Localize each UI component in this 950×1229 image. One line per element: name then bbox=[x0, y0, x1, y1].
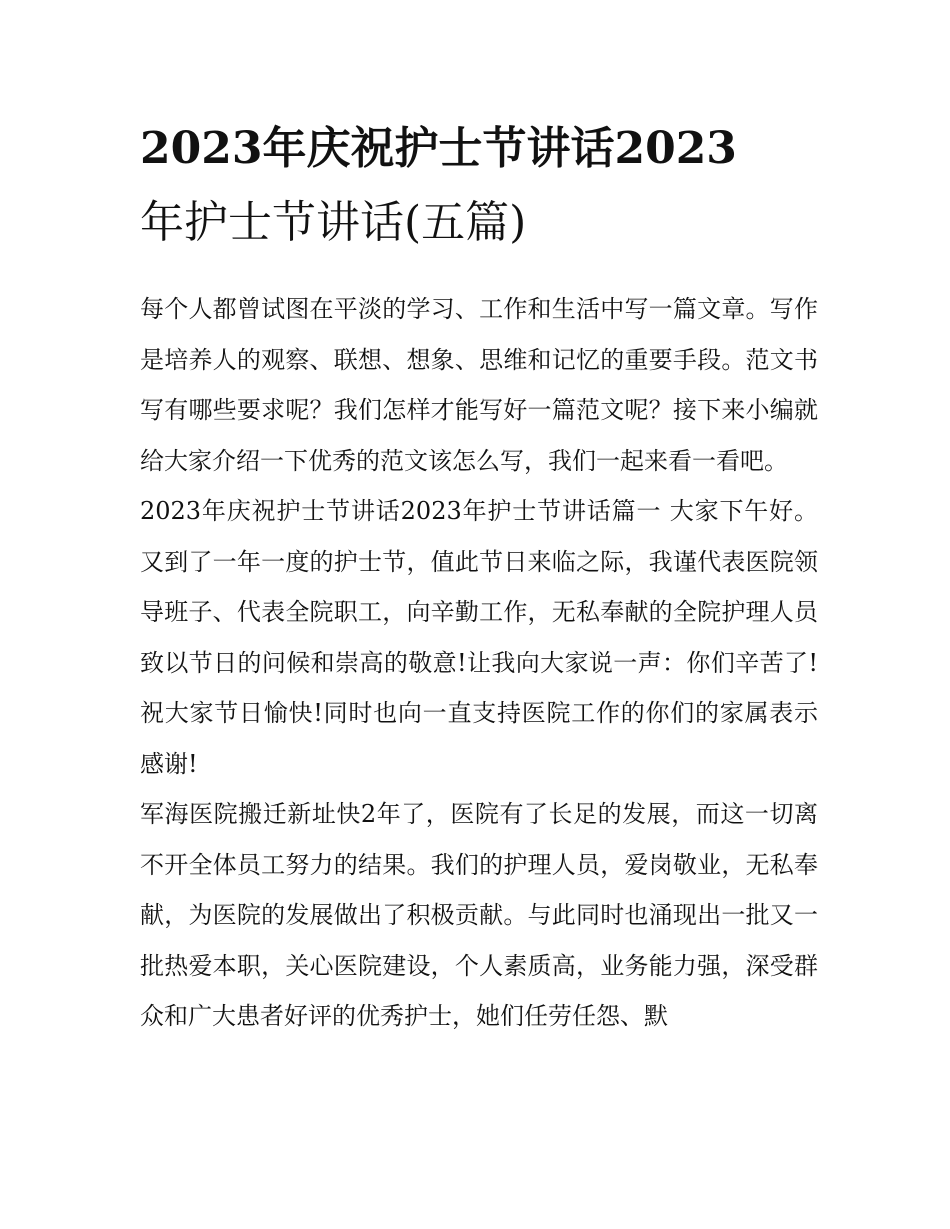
document-title bbox=[140, 112, 818, 260]
paragraph-intro: 每个人都曾试图在平淡的学习、工作和生活中写一篇文章。写作是培养人的观察、联想、想象、思维和记忆的重要手段。范文书写有哪些要求呢？我们怎样才能写好一篇范文呢？接下来小编就给大家介绍一下优秀的范文该怎么写，我们一起来看一看吧。 bbox=[140, 295, 818, 475]
paragraph-speech-opening: 2023年庆祝护士节讲话2023年护士节讲话篇一 大家下午好。又到了一年一度的护士节，值此节日来临之际，我谨代表医院领导班子、代表全院职工，向辛勤工作，无私奉献的全院护理人员致以节日的问候和崇高的敬意!让我向大家说一声：你们辛苦了!祝大家节日愉快!同时也向一直支持医院工作的你们的家属表示感谢! bbox=[140, 497, 818, 778]
document-title-line1: 2023年庆祝护士节讲话2023 bbox=[140, 123, 737, 174]
document-title-line2: 年护士节讲话(五篇) bbox=[140, 197, 527, 248]
paragraph-hospital-development: 军海医院搬迁新址快2年了，医院有了长足的发展，而这一切离不开全体员工努力的结果。我们的护理人员，爱岗敬业，无私奉献，为医院的发展做出了积极贡献。与此同时也涌现出一批又一批热爱本职，关心医院建设，个人素质高，业务能力强，深受群众和广大患者好评的优秀护士，她们任劳任怨、默 bbox=[140, 800, 818, 1030]
